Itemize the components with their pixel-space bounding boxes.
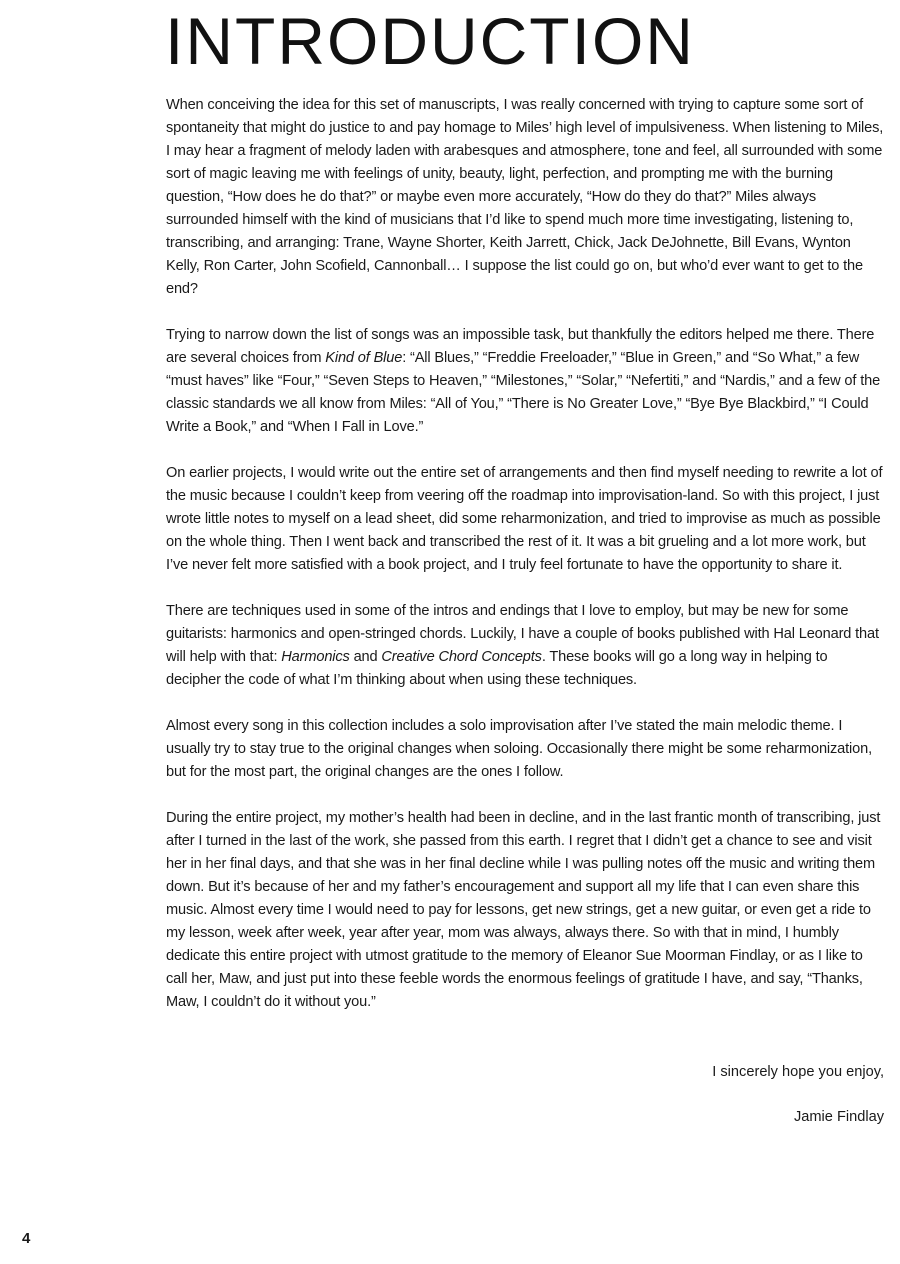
- song-selection-text-end: : “All Blues,” “Freddie Freeloader,” “Blue in Green,” and “So What,” a few “must haves” like “Four,” “Seven Steps to Heaven,” “Milestones,” “Solar,” “Nefertiti,” and “Nardis,” and a few of the classic standards we all know from Miles: “All of You,” “There is No Greater Love,” “Bye Bye Blackbird,” “I Could Write a Book,” and “When I Fall in Love.”: [166, 350, 881, 435]
- author-signature: Jamie Findlay: [793, 1109, 884, 1125]
- paragraph-earlier-projects: On earlier projects, I would write out the entire set of arrangements and then find myself needing to rewrite a lot of the music because I couldn’t keep from veering off the roadmap into improvisation-land. So with this project, I just wrote little notes to myself on a lead sheet, did some reharmonization, and tried to improvise as much as possible on the whole thing. Then I went back and transcribed the rest of it. It was a bit grueling and a lot more work, but I’ve never felt more satisfied with a book project, and I truly feel fortunate to have the opportunity to share it.: [166, 465, 883, 573]
- introduction-body: [166, 94, 886, 1037]
- techniques-text-and: and: [349, 649, 382, 665]
- paragraph-techniques: [166, 600, 886, 692]
- paragraph-miles-inspiration: When conceiving the idea for this set of manuscripts, I was really concerned with trying to capture some sort of spontaneity that might do justice to and pay homage to Miles’ high level of impulsiveness. When listening to Miles, I may hear a fragment of melody laden with arabesques and atmosphere, tone and feel, all surrounded with some sort of magic leaving me with feelings of unity, beauty, light, perfection, and prompting me with the burning question, “How does he do that?” or maybe even more accurately, “How do they do that?” Miles always surrounded himself with the kind of musicians that I’d like to spend much more time investigating, listening to, transcribing, and arranging: Trane, Wayne Shorter, Keith Jarrett, Chick, Jack DeJohnette, Bill Evans, Wynton Kelly, Ron Carter, John Scofield, Cannonball… I suppose the list could go on, but who’d ever want to get to the end?: [166, 97, 884, 297]
- book-title-creative-chord-concepts: Creative Chord Concepts: [381, 649, 542, 665]
- page-number: 4: [22, 1230, 31, 1247]
- album-title-kind-of-blue: Kind of Blue: [325, 350, 403, 366]
- techniques-text-end: . These books will go a long way in helping to decipher the code of what I’m thinking about when using these techniques.: [166, 649, 828, 688]
- paragraph-song-selection: [166, 324, 886, 439]
- song-selection-text-start: Trying to narrow down the list of songs was an impossible task, but thankfully the editors helped me there. There are several choices from: [166, 327, 875, 366]
- closing-line: I sincerely hope you enjoy,: [712, 1064, 884, 1080]
- book-title-harmonics: Harmonics: [281, 649, 350, 665]
- page-title: INTRODUCTION: [165, 4, 695, 78]
- paragraph-solo-improvisation: Almost every song in this collection includes a solo improvisation after I’ve stated the main melodic theme. I usually try to stay true to the original changes when soloing. Occasionally there might be some reharmonization, but for the most part, the original changes are the ones I follow.: [166, 718, 872, 780]
- techniques-text-start: There are techniques used in some of the intros and endings that I love to employ, but may be new for some guitarists: harmonics and open-stringed chords. Luckily, I have a couple of books published with Hal Leonard that will help with that:: [166, 603, 879, 665]
- paragraph-dedication: During the entire project, my mother’s health had been in decline, and in the last frantic month of transcribing, just after I turned in the last of the work, she passed from this earth. I regret that I didn’t get a chance to see and visit her in her final days, and that she was in her final decline while I was pulling notes off the music and writing them down. But it’s because of her and my father’s encouragement and support all my life that I can even share this music. Almost every time I would need to pay for lessons, get new strings, get a new guitar, or even get a ride to my lesson, week after week, year after year, mom was always, always there. So with that in mind, I humbly dedicate this entire project with utmost gratitude to the memory of Eleanor Sue Moorman Findlay, or as I like to call her, Maw, and just put into these feeble words the enormous feelings of gratitude I have, and say, “Thanks, Maw, I couldn’t do it without you.”: [166, 810, 881, 1010]
